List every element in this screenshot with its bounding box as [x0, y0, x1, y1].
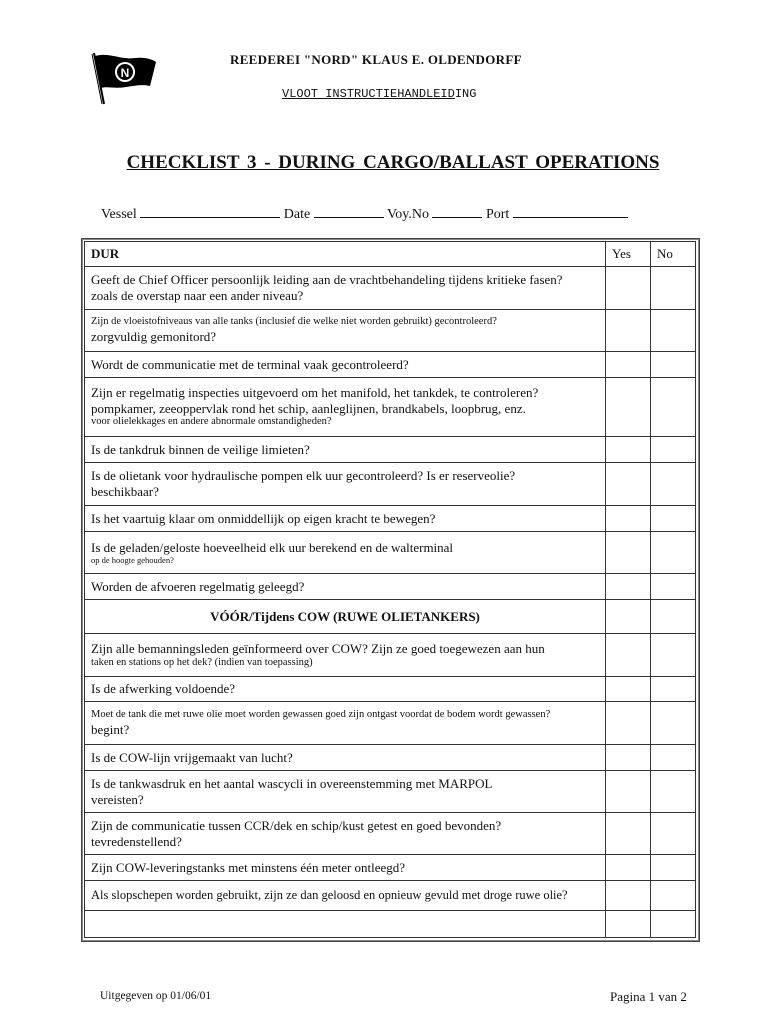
voy-field[interactable] — [432, 204, 482, 218]
question-text: Zijn de communicatie tussen CCR/dek en schip/kust getest en goed bevonden? — [91, 817, 502, 833]
question-text: Zijn COW-leveringstanks met minstens één meter ontleegd? — [91, 859, 406, 875]
question-cell — [85, 677, 606, 702]
no-checkbox[interactable] — [651, 911, 696, 938]
question-text: Is de afwerking voldoende? — [91, 681, 236, 697]
yes-checkbox[interactable] — [606, 352, 651, 378]
yes-checkbox[interactable] — [606, 378, 651, 437]
yes-checkbox[interactable] — [606, 771, 651, 813]
table-row — [85, 911, 696, 938]
question-text-cont: begint? — [91, 721, 130, 737]
no-checkbox[interactable] — [651, 378, 696, 437]
question-cell — [85, 702, 606, 745]
question-text-cont: pompkamer, zeeoppervlak rond het schip, aanleglijnen, brandkabels, loopbrug, enz. — [91, 400, 526, 416]
checklist-table — [84, 241, 696, 938]
yes-checkbox[interactable] — [606, 437, 651, 463]
table-row — [85, 702, 696, 745]
vessel-info-line — [101, 204, 628, 223]
question-cell — [85, 911, 606, 938]
table-row — [85, 771, 696, 813]
logo-emblem-letter: N — [120, 66, 130, 80]
table-row — [85, 463, 696, 506]
question-cell — [85, 574, 606, 600]
header-during-label: DUR — [91, 246, 120, 262]
table-row — [85, 267, 696, 310]
question-text: Zijn alle bemanningsleden geïnformeerd over COW? Zijn ze goed toegewezen aan hun — [91, 640, 545, 656]
table-row — [85, 310, 696, 352]
no-checkbox[interactable] — [651, 702, 696, 745]
no-checkbox[interactable] — [651, 881, 696, 911]
question-text: Geeft de Chief Officer persoonlijk leiding aan de vrachtbehandeling tijdens kritieke fasen? — [91, 272, 563, 288]
manual-subtitle — [282, 87, 476, 101]
question-cell — [85, 634, 606, 677]
question-cell — [85, 437, 606, 463]
no-checkbox[interactable] — [651, 532, 696, 574]
question-text: Is de geladen/geloste hoeveelheid elk uur berekend en de walterminal — [91, 539, 454, 555]
page-number: Pagina 1 van 2 — [610, 989, 687, 1004]
header-during — [85, 242, 606, 267]
vessel-field[interactable] — [140, 204, 280, 218]
table-row — [85, 813, 696, 855]
table-row — [85, 881, 696, 911]
question-text-cont: voor olielekkages en andere abnormale omstandigheden? — [91, 416, 332, 428]
question-text-cont: zorgvuldig gemonitord? — [91, 329, 217, 344]
question-cell — [85, 506, 606, 532]
table-row — [85, 378, 696, 437]
table-row — [85, 352, 696, 378]
question-cell — [85, 855, 606, 881]
section-heading: VÓÓR/Tijdens COW (RUWE OLIETANKERS) — [85, 600, 606, 634]
question-text: Worden de afvoeren regelmatig geleegd? — [91, 578, 305, 594]
yes-checkbox[interactable] — [606, 463, 651, 506]
port-label: Port — [485, 207, 510, 222]
table-row — [85, 677, 696, 702]
yes-checkbox[interactable] — [606, 532, 651, 574]
no-checkbox[interactable] — [651, 745, 696, 771]
question-cell — [85, 378, 606, 437]
no-checkbox[interactable] — [651, 310, 696, 352]
no-checkbox[interactable] — [651, 267, 696, 310]
table-header-row — [85, 242, 696, 267]
table-row — [85, 532, 696, 574]
question-cell — [85, 532, 606, 574]
question-text: Moet de tank die met ruwe olie moet worden gewassen goed zijn ontgast voordat de bodem wordt gewassen? — [91, 708, 551, 720]
header-yes: Yes — [606, 242, 651, 267]
question-text-cont: tevredenstellend? — [91, 833, 182, 849]
no-checkbox[interactable] — [651, 463, 696, 506]
issue-date: Uitgegeven op 01/06/01 — [100, 990, 212, 1002]
question-text: Wordt de communicatie met de terminal vaak gecontroleerd? — [91, 356, 409, 372]
question-cell — [85, 267, 606, 310]
question-text-cont: op de hoogte gehouden? — [91, 555, 174, 566]
table-row — [85, 745, 696, 771]
question-cell — [85, 881, 606, 911]
table-row — [85, 855, 696, 881]
table-row — [85, 506, 696, 532]
yes-checkbox[interactable] — [606, 574, 651, 600]
no-checkbox[interactable] — [651, 855, 696, 881]
yes-checkbox[interactable] — [606, 702, 651, 745]
no-checkbox[interactable] — [651, 771, 696, 813]
yes-checkbox[interactable] — [606, 310, 651, 352]
no-checkbox[interactable] — [651, 677, 696, 702]
question-cell — [85, 745, 606, 771]
table-row — [85, 574, 696, 600]
question-cell — [85, 310, 606, 352]
table-row — [85, 634, 696, 677]
section-header-row — [85, 600, 696, 634]
question-cell — [85, 771, 606, 813]
question-cell — [85, 352, 606, 378]
manual-subtitle-underlined: VLOOT INSTRUCTIEHANDLEID — [282, 87, 455, 101]
yes-checkbox[interactable] — [606, 881, 651, 911]
no-checkbox[interactable] — [651, 506, 696, 532]
question-text: Als slopschepen worden gebruikt, zijn ze dan geloosd en opnieuw gevuld met droge ruwe olie? — [91, 888, 568, 902]
yes-checkbox[interactable] — [606, 813, 651, 855]
question-text: Is de tankdruk binnen de veilige limieten? — [91, 441, 310, 457]
company-flag-icon — [90, 50, 160, 106]
vessel-label: Vessel — [101, 207, 137, 222]
port-field[interactable] — [513, 204, 628, 218]
question-text: Zijn er regelmatig inspecties uitgevoerd om het manifold, het tankdek, te controleren? — [91, 385, 539, 401]
no-checkbox[interactable] — [651, 813, 696, 855]
question-text: Is het vaartuig klaar om onmiddellijk op eigen kracht te bewegen? — [91, 510, 436, 526]
yes-checkbox[interactable] — [606, 506, 651, 532]
question-text-cont: zoals de overstap naar een ander niveau? — [91, 288, 304, 303]
question-text-cont: vereisten? — [91, 791, 144, 807]
yes-checkbox[interactable] — [606, 745, 651, 771]
no-checkbox[interactable] — [651, 574, 696, 600]
table-row — [85, 437, 696, 463]
no-checkbox[interactable] — [651, 437, 696, 463]
manual-subtitle-rest: ING — [454, 87, 477, 101]
no-checkbox[interactable] — [651, 600, 696, 634]
question-text: Is de olietank voor hydraulische pompen elk uur gecontroleerd? Is er reserveolie? — [91, 468, 516, 484]
yes-checkbox[interactable] — [606, 634, 651, 677]
question-text: Zijn de vloeistofniveaus van alle tanks (inclusief die welke niet worden gebruikt) gecontroleerd? — [91, 316, 497, 328]
question-cell — [85, 463, 606, 506]
question-text-cont: beschikbaar? — [91, 484, 159, 499]
company-name: REEDEREI "NORD" KLAUS E. OLDENDORFF — [230, 52, 522, 67]
question-text: Is de tankwasdruk en het aantal wascycli in overeenstemming met MARPOL — [91, 775, 493, 791]
date-field[interactable] — [314, 204, 384, 218]
yes-checkbox[interactable] — [606, 600, 651, 634]
yes-checkbox[interactable] — [606, 911, 651, 938]
question-text: Is de COW-lijn vrijgemaakt van lucht? — [91, 749, 293, 765]
voy-label: Voy.No — [386, 207, 429, 222]
yes-checkbox[interactable] — [606, 677, 651, 702]
yes-checkbox[interactable] — [606, 855, 651, 881]
no-checkbox[interactable] — [651, 352, 696, 378]
yes-checkbox[interactable] — [606, 267, 651, 310]
no-checkbox[interactable] — [651, 634, 696, 677]
question-text-cont: taken en stations op het dek? (indien van toepassing) — [91, 656, 313, 668]
header-no: No — [651, 242, 696, 267]
page-title: CHECKLIST 3 - DURING CARGO/BALLAST OPERATIONS — [126, 152, 660, 173]
question-cell — [85, 813, 606, 855]
date-label: Date — [283, 207, 311, 222]
